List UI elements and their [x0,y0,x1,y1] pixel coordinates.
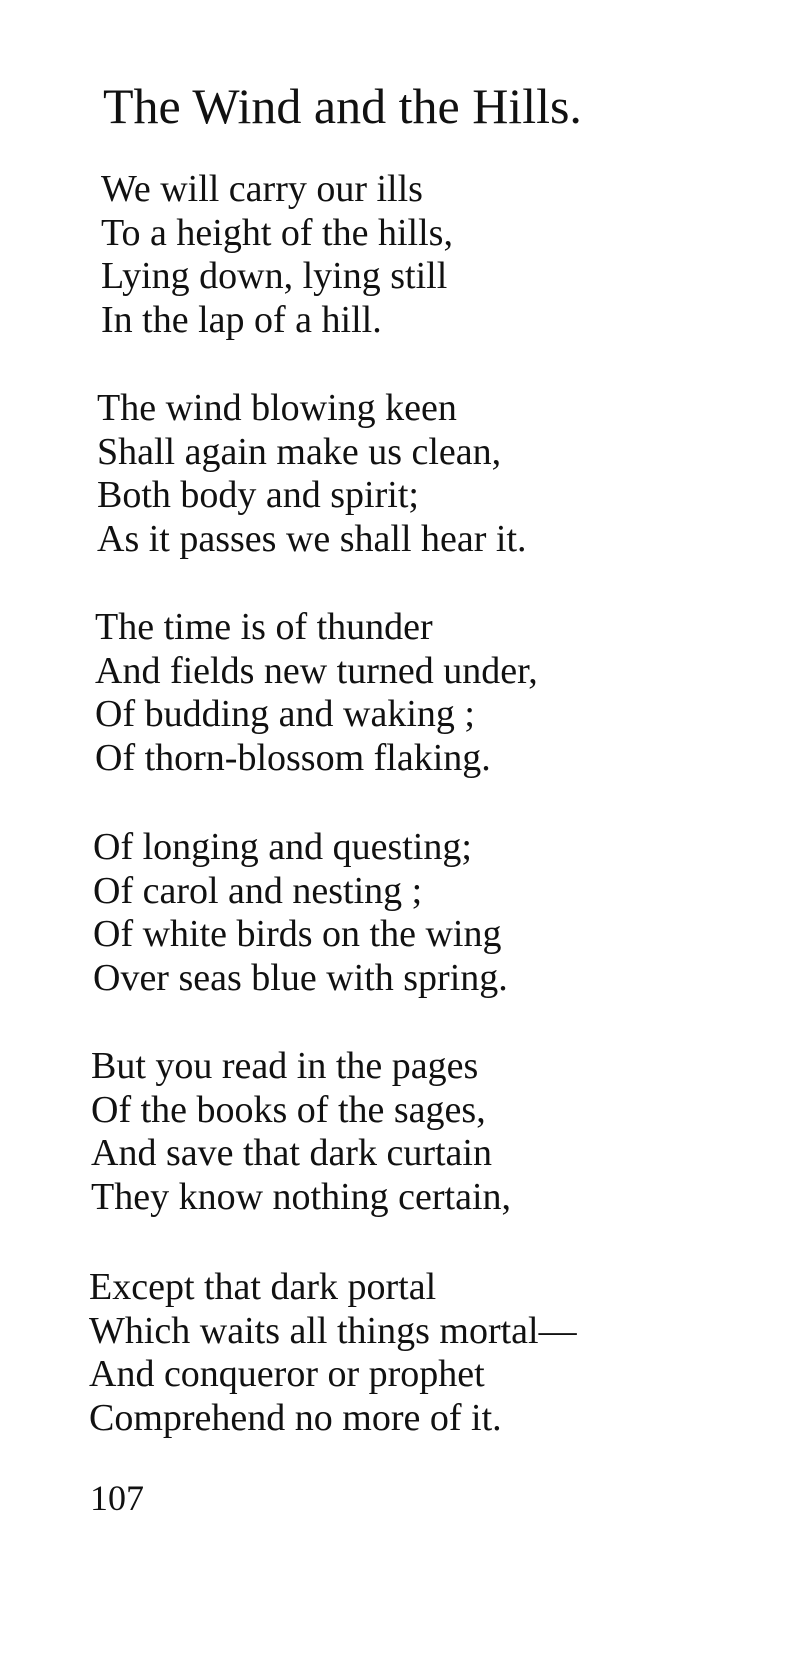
poem-line: The time is of thunder [95,606,433,648]
stanza-2 [97,387,527,561]
poem-line: Of the books of the sages, [91,1088,486,1131]
poem-line: Of longing and questing; [93,826,472,868]
poem-line: Comprehend no more of it. [89,1396,502,1439]
poem-line: Which waits all things mortal— [89,1309,577,1352]
poem-line: And conqueror or prophet [89,1353,485,1395]
poem-line: Of carol and nesting ; [93,869,423,912]
poem-line: To a height of the hills, [101,211,453,254]
poem-line: Over seas blue with spring. [93,956,508,999]
poem-line: As it passes we shall hear it. [97,517,527,560]
poem-line: Of white birds on the wing [93,913,502,955]
stanza-4 [93,826,508,1000]
stanza-1 [101,168,453,342]
poem-line: They know nothing certain, [91,1175,512,1218]
poem-line: Shall again make us clean, [97,430,502,473]
poem-line: Both body and spirit; [97,474,419,516]
poem-line: We will carry our ills [101,168,423,210]
poem-line: The wind blowing keen [97,387,457,429]
stanza-6 [89,1266,577,1440]
poem-line: And save that dark curtain [91,1132,492,1174]
stanza-3 [95,606,538,780]
poem-line: And fields new turned under, [95,649,538,692]
poem-line: In the lap of a hill. [101,298,382,341]
poem-title: The Wind and the Hills. [103,78,582,134]
poem-line: Of budding and waking ; [95,693,475,735]
poem-line: Except that dark portal [89,1266,437,1308]
stanza-5 [91,1045,511,1219]
page-number: 107 [90,1478,144,1518]
poem-line: Of thorn-blossom flaking. [95,736,491,779]
poem-line: But you read in the pages [91,1045,479,1087]
poem-line: Lying down, lying still [101,255,448,297]
